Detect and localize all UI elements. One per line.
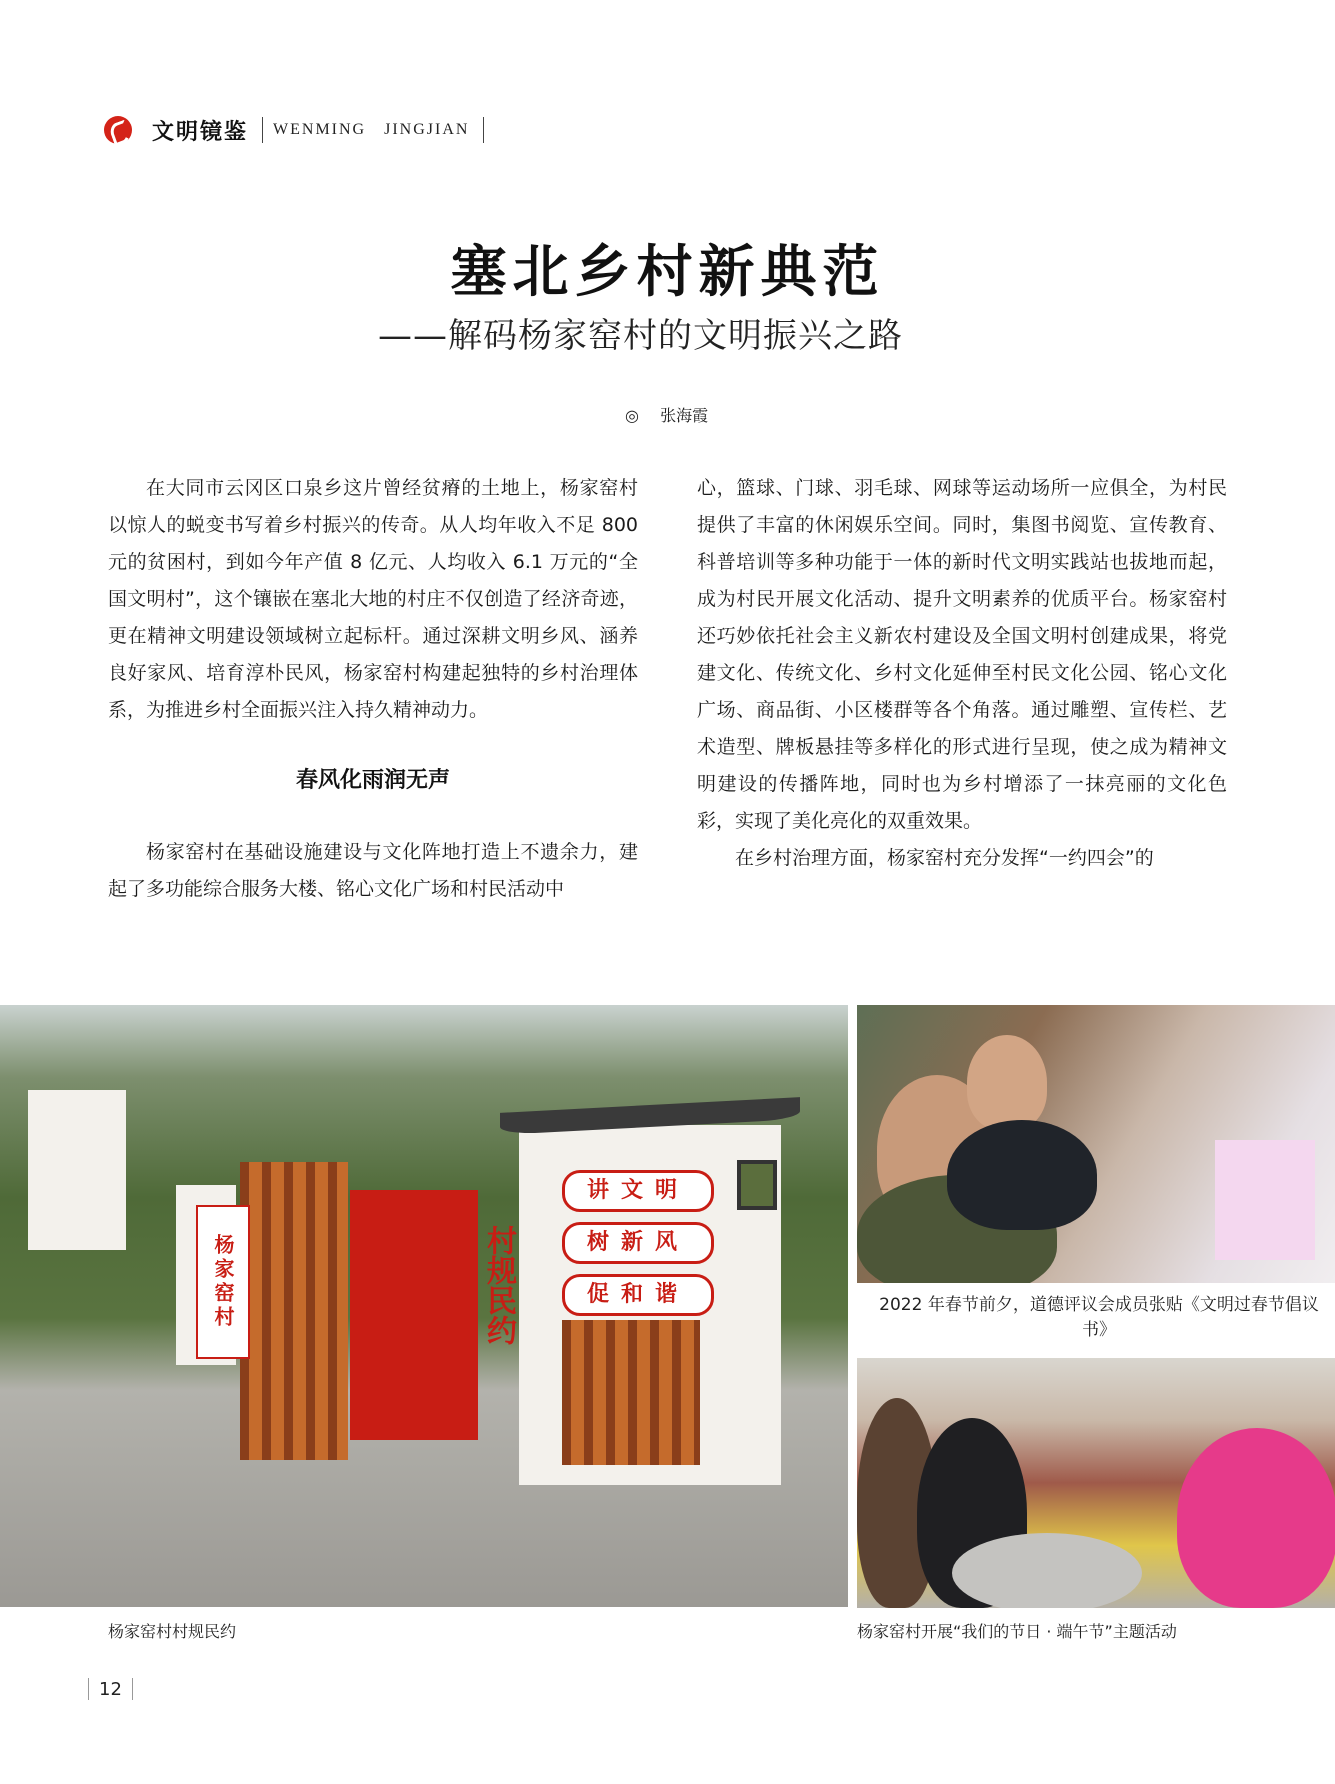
author-mark-icon: ◎	[625, 406, 639, 425]
paragraph: 在乡村治理方面，杨家窑村充分发挥“一约四会”的	[735, 847, 1154, 869]
page-number-value: 12	[99, 1678, 122, 1700]
photo-slogan-1: 讲文明	[562, 1170, 714, 1212]
photo-basin	[952, 1533, 1142, 1608]
divider	[262, 117, 263, 143]
section-header	[104, 113, 484, 147]
photo-caption: 杨家窑村村规民约	[108, 1622, 237, 1641]
photo-caption: 杨家窑村开展“我们的节日 · 端午节”主题活动	[857, 1622, 1177, 1641]
section-title-cn: 文明镜鉴	[152, 118, 249, 145]
photo-wall-left	[28, 1090, 126, 1250]
brand-logo-icon	[104, 116, 132, 144]
section-title-en: WENMING JINGJIAN	[273, 121, 470, 138]
paragraph: 在大同市云冈区口泉乡这片曾经贫瘠的土地上，杨家窑村以惊人的蜕变书写着乡村振兴的传奇。从人均年收入不足 800 元的贫困村，到如今年产值 8 亿元、人均收入 6.1 万元的“全国文明村”，这个镶嵌在塞北大地的村庄不仅创造了经济奇迹，更在精神文明建设领域树立起标杆。通过深耕文明乡风、涵养良好家风、培育淳朴民风，杨家窑村构建起独特的乡村治理体系，为推进乡村全面振兴注入持久精神动力。	[108, 477, 638, 721]
divider	[483, 117, 484, 143]
photo-window	[737, 1160, 777, 1210]
left-column	[108, 470, 638, 908]
photo-slogan-2: 树新风	[562, 1222, 714, 1264]
divider	[88, 1678, 89, 1700]
section-subhead: 春风化雨润无声	[295, 768, 450, 793]
paragraph: 心，篮球、门球、羽毛球、网球等运动场所一应俱全，为村民提供了丰富的休闲娱乐空间。同时，集图书阅览、宣传教育、科普培训等多种功能于一体的新时代文明实践站也拔地而起，成为村民开展文化活动、提升文明素养的优质平台。杨家窑村还巧妙依托社会主义新农村建设及全国文明村创建成果，将党建文化、传统文化、乡村文化延伸至村民文化公园、铭心文化广场、商品街、小区楼群等各个角落。通过雕塑、宣传栏、艺术造型、牌板悬挂等多样化的形式进行呈现，使之成为精神文明建设的传播阵地，同时也为乡村增添了一抹亮丽的文化色彩，实现了美化亮化的双重效果。	[697, 477, 1227, 832]
photo-caption: 2022 年春节前夕，道德评议会成员张贴《文明过春节倡议书》	[879, 1295, 1319, 1340]
photo-person	[1177, 1428, 1335, 1608]
photo-person	[967, 1035, 1047, 1130]
article-title: 塞北乡村新典范	[450, 239, 885, 305]
photo-wood-slats	[562, 1320, 700, 1465]
author-name: 张海霞	[660, 406, 709, 425]
photo-red-panel	[350, 1190, 478, 1440]
dragon-boat-festival-photo	[857, 1358, 1335, 1608]
photo-notice-paper	[1215, 1140, 1315, 1260]
article-subtitle: ——解码杨家窑村的文明振兴之路	[378, 316, 903, 356]
paragraph: 杨家窑村在基础设施建设与文化阵地打造上不遗余力，建起了多功能综合服务大楼、铭心文化广场和村民活动中	[108, 841, 638, 900]
right-column	[697, 470, 1227, 877]
photo-village-sign: 杨家窑村	[196, 1205, 250, 1359]
photo-rules-text: 村规民约	[481, 1225, 516, 1345]
page-number	[88, 1677, 133, 1701]
photo-slogan-3: 促和谐	[562, 1274, 714, 1316]
divider	[132, 1678, 133, 1700]
photo-person	[947, 1120, 1097, 1230]
photo-wood-slats	[240, 1162, 348, 1460]
author-line	[625, 403, 708, 426]
